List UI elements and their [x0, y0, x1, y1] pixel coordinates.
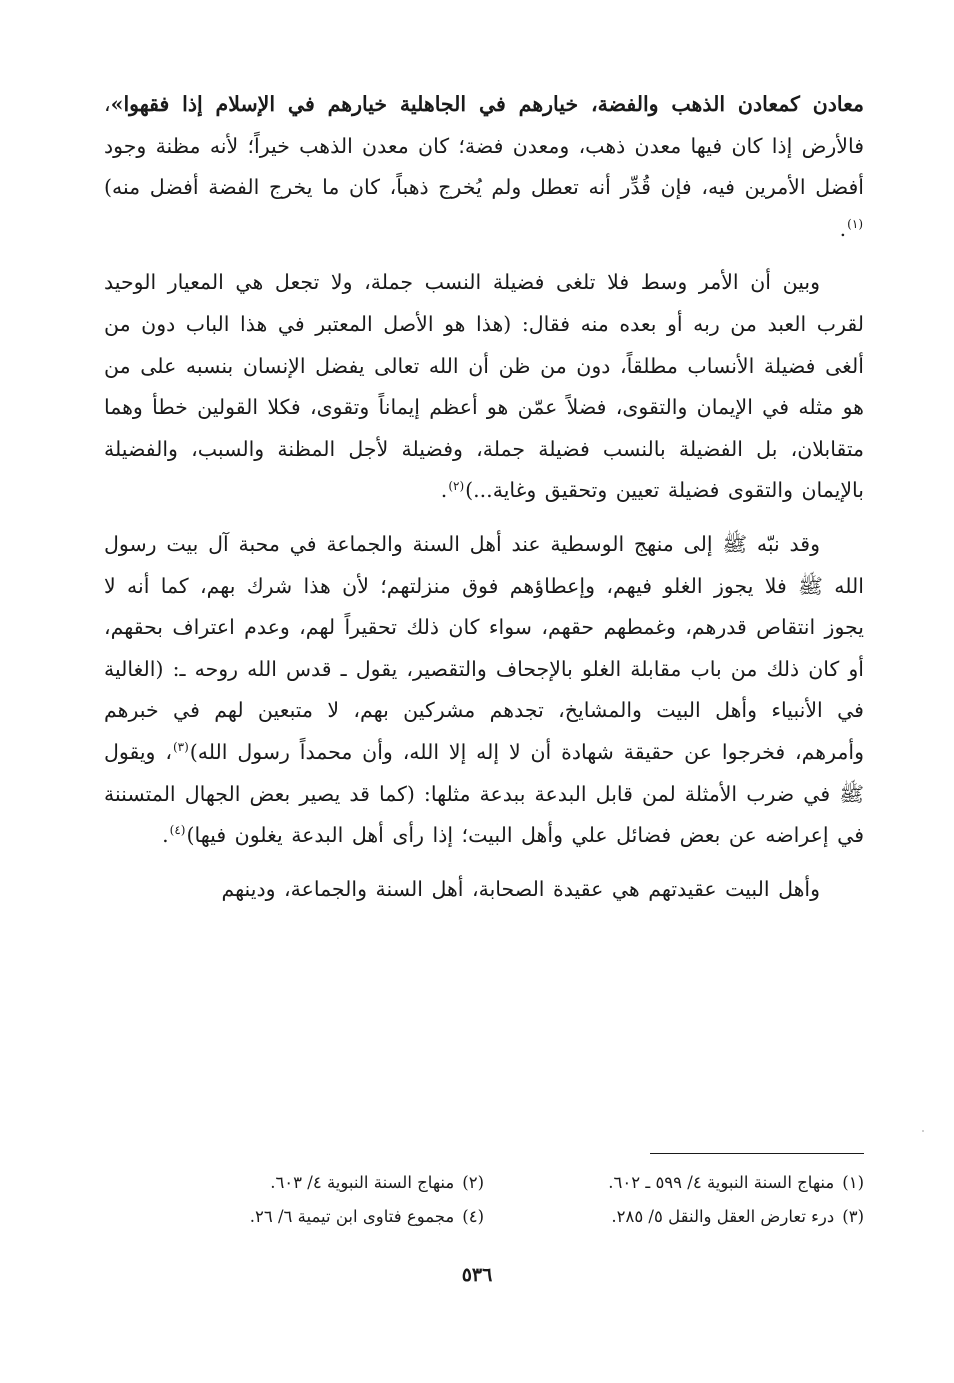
footnote-2-text: منهاج السنة النبوية ٤/ ٦٠٣. [270, 1173, 455, 1192]
hadith-quote: معادن كمعادن الذهب والفضة، خيارهم في الجاهلية خيارهم في الإسلام إذا فقهوا» [110, 92, 864, 116]
paragraph-1-end: . [839, 216, 847, 241]
paragraph-2-end: . [440, 478, 448, 503]
paragraph-3-text-b: ، ويقول ﷺ في ضرب الأمثلة لمن قابل البدعة ببدعة مثلها: (كما قد يصير بعض الجهال المتسننة في إعراضه عن بعض فضائل علي وأهل البيت؛ إذا رأى أهل البدعة يغلون فيها) [104, 739, 864, 848]
scan-mark [922, 1130, 924, 1132]
page-body [104, 84, 864, 922]
paragraph-4 [104, 869, 864, 911]
footnote-2 [104, 1166, 484, 1200]
footnote-3 [484, 1200, 864, 1234]
footnote-row-1 [104, 1166, 864, 1200]
footnote-4-text: مجموع فتاوى ابن تيمية ٦/ ٢٦. [249, 1207, 455, 1226]
footnote-1-text: منهاج السنة النبوية ٤/ ٥٩٩ ـ ٦٠٢. [608, 1173, 835, 1192]
paragraph-2 [104, 262, 864, 512]
footnote-row-2 [104, 1200, 864, 1234]
footnote-separator [650, 1153, 864, 1154]
paragraph-4-text: وأهل البيت عقيدتهم هي عقيدة الصحابة، أهل السنة والجماعة، ودينهم [221, 876, 820, 901]
footnote-ref-1[interactable]: (١) [847, 216, 863, 231]
footnote-4-number: (٤) [462, 1207, 484, 1226]
footnote-3-text: درء تعارض العقل والنقل ٥/ ٢٨٥. [611, 1207, 835, 1226]
footnote-ref-4[interactable]: (٤) [169, 823, 186, 838]
paragraph-1-text: ، فالأرض إذا كان فيها معدن ذهب، ومعدن فضة؛ كان معدن الذهب خيراً؛ لأنه مظنة وجود أفضل الأمرين فيه، فإن قُدِّر أنه تعطل ولم يُخرج ذهباً، كان ما يخرج الفضة أفضل منه) [104, 92, 864, 200]
footnote-3-number: (٣) [842, 1207, 864, 1226]
page-number: ٥٣٦ [461, 1264, 493, 1286]
paragraph-3 [104, 524, 864, 857]
footnote-1-number: (١) [842, 1173, 864, 1192]
footnote-1 [484, 1166, 864, 1200]
paragraph-2-text: وبين أن الأمر وسط فلا تلغى فضيلة النسب جملة، ولا تجعل هي المعيار الوحيد لقرب العبد من ربه أو بعده منه فقال: (هذا هو الأصل المعتبر في هذا الباب دون من ألغى فضيلة الأنساب مطلقاً، دون من ظن أن الله تعالى يفضل الإنسان بنسبه على من هو مثله في الإيمان والتقوى، فضلاً عمّن هو أعظم إيماناً وتقوى، فكلا القولين خطأ وهما متقابلان، بل الفضيلة بالنسب فضيلة جملة، وفضيلة لأجل المظنة والسبب، والفضيلة بالإيمان والتقوى فضيلة تعيين وتحقيق وغاية...) [104, 270, 864, 503]
footnote-4 [104, 1200, 484, 1234]
footnote-ref-3[interactable]: (٣) [172, 740, 189, 755]
paragraph-1 [104, 84, 864, 250]
footnote-ref-2[interactable]: (٢) [448, 478, 465, 493]
footnote-2-number: (٢) [462, 1173, 484, 1192]
paragraph-3-end: . [162, 823, 169, 848]
footnotes-block [104, 1166, 864, 1234]
paragraph-3-text-a: وقد نبّه ﷺ إلى منهج الوسطية عند أهل السنة والجماعة في محبة آل بيت رسول الله ﷺ فلا يجوز الغلو فيهم، وإعطاؤهم فوق منزلتهم؛ لأن هذا شرك بهم، كما أنه لا يجوز انتقاص قدرهم، وغمطهم حقهم، سواء كان ذلك تحقيراً لهم، وعدم اعتراف بحقهم، أو كان ذلك من باب مقابلة الغلو بالإجحاف والتقصير، يقول ـ قدس الله روحه ـ: (الغالية في الأنبياء وأهل البيت والمشايخ، تجدهم مشركين بهم، لا متبعين لهم في خبرهم وأمرهم، فخرجوا عن حقيقة شهادة أن لا إله إلا الله، وأن محمداً رسول الله) [104, 531, 865, 764]
